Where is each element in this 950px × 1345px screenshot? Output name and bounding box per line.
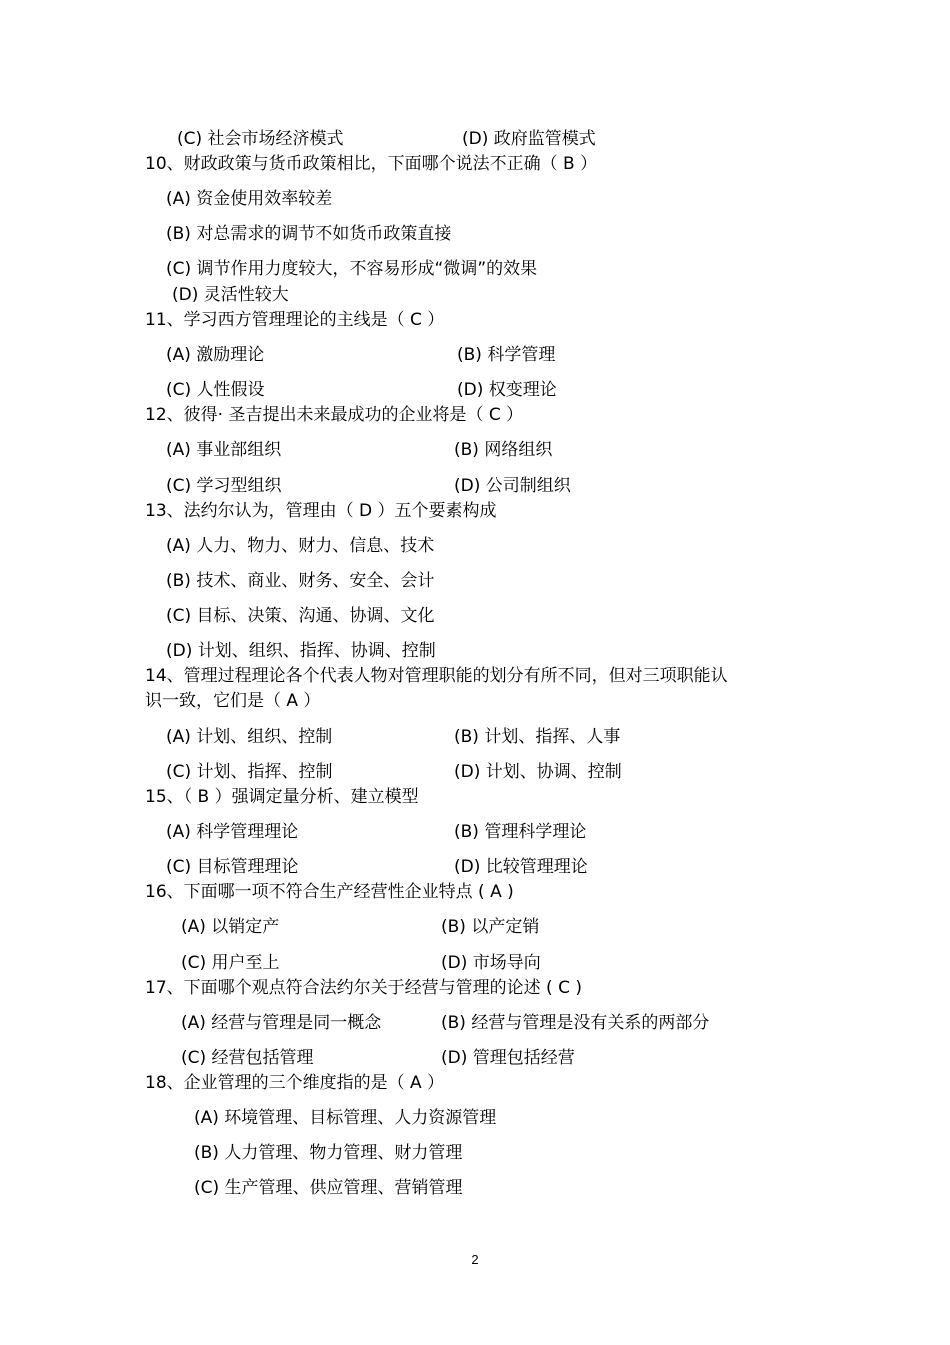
q14-option-c: (C) 计划、指挥、控制 bbox=[166, 762, 333, 782]
q15-option-a: (A) 科学管理理论 bbox=[166, 822, 299, 842]
q10-option-d: (D) 灵活性较大 bbox=[172, 285, 289, 305]
q16-stem: 16、下面哪一项不符合生产经营性企业特点 ( A ) bbox=[145, 882, 514, 902]
q15-option-c: (C) 目标管理理论 bbox=[166, 857, 299, 877]
q13-option-a: (A) 人力、物力、财力、信息、技术 bbox=[166, 536, 435, 556]
q17-stem: 17、下面哪个观点符合法约尔关于经营与管理的论述 ( C ) bbox=[145, 978, 582, 998]
q9-option-c: (C) 社会市场经济模式 bbox=[177, 129, 344, 149]
q15-stem: 15、（ B ）强调定量分析、建立模型 bbox=[145, 787, 419, 807]
q17-option-b: (B) 经营与管理是没有关系的两部分 bbox=[441, 1013, 710, 1033]
q16-option-d: (D) 市场导向 bbox=[441, 953, 541, 973]
q15-option-b: (B) 管理科学理论 bbox=[454, 822, 587, 842]
q14-option-a: (A) 计划、组织、控制 bbox=[166, 727, 333, 747]
q10-stem: 10、财政政策与货币政策相比，下面哪个说法不正确（ B ） bbox=[145, 154, 598, 174]
q16-option-b: (B) 以产定销 bbox=[441, 917, 540, 937]
q12-stem: 12、彼得· 圣吉提出未来最成功的企业将是（ C ） bbox=[145, 405, 524, 425]
q16-option-a: (A) 以销定产 bbox=[181, 917, 280, 937]
q13-option-d: (D) 计划、组织、指挥、协调、控制 bbox=[166, 641, 436, 661]
q10-option-a: (A) 资金使用效率较差 bbox=[166, 189, 333, 209]
q12-option-a: (A) 事业部组织 bbox=[166, 440, 282, 460]
q13-stem: 13、法约尔认为，管理由（ D ）五个要素构成 bbox=[145, 501, 497, 521]
q11-option-b: (B) 科学管理 bbox=[457, 345, 556, 365]
q12-option-c: (C) 学习型组织 bbox=[166, 476, 282, 496]
q18-stem: 18、企业管理的三个维度指的是（ A ） bbox=[145, 1073, 445, 1093]
q13-option-c: (C) 目标、决策、沟通、协调、文化 bbox=[166, 606, 435, 626]
q18-option-c: (C) 生产管理、供应管理、营销管理 bbox=[194, 1178, 463, 1198]
q14-stem-line2: 识一致，它们是（ A ） bbox=[145, 691, 321, 711]
q11-option-a: (A) 激励理论 bbox=[166, 345, 265, 365]
q12-option-d: (D) 公司制组织 bbox=[454, 476, 571, 496]
q11-option-d: (D) 权变理论 bbox=[457, 380, 557, 400]
q13-option-b: (B) 技术、商业、财务、安全、会计 bbox=[166, 571, 435, 591]
q11-stem: 11、学习西方管理理论的主线是（ C ） bbox=[145, 310, 445, 330]
q14-option-b: (B) 计划、指挥、人事 bbox=[454, 727, 621, 747]
q15-option-d: (D) 比较管理理论 bbox=[454, 857, 588, 877]
q10-option-b: (B) 对总需求的调节不如货币政策直接 bbox=[166, 224, 452, 244]
q14-stem-line1: 14、管理过程理论各个代表人物对管理职能的划分有所不同，但对三项职能认 bbox=[145, 666, 728, 686]
q17-option-d: (D) 管理包括经营 bbox=[441, 1048, 575, 1068]
q16-option-c: (C) 用户至上 bbox=[181, 953, 280, 973]
q18-option-b: (B) 人力管理、物力管理、财力管理 bbox=[194, 1143, 463, 1163]
q9-option-d: (D) 政府监管模式 bbox=[462, 129, 596, 149]
q18-option-a: (A) 环境管理、目标管理、人力资源管理 bbox=[194, 1108, 497, 1128]
page-number: 2 bbox=[471, 1252, 479, 1267]
q12-option-b: (B) 网络组织 bbox=[454, 440, 553, 460]
q11-option-c: (C) 人性假设 bbox=[166, 380, 265, 400]
q10-option-c: (C) 调节作用力度较大，不容易形成“微调”的效果 bbox=[166, 259, 538, 279]
q17-option-a: (A) 经营与管理是同一概念 bbox=[181, 1013, 382, 1033]
q14-option-d: (D) 计划、协调、控制 bbox=[454, 762, 622, 782]
q17-option-c: (C) 经营包括管理 bbox=[181, 1048, 314, 1068]
